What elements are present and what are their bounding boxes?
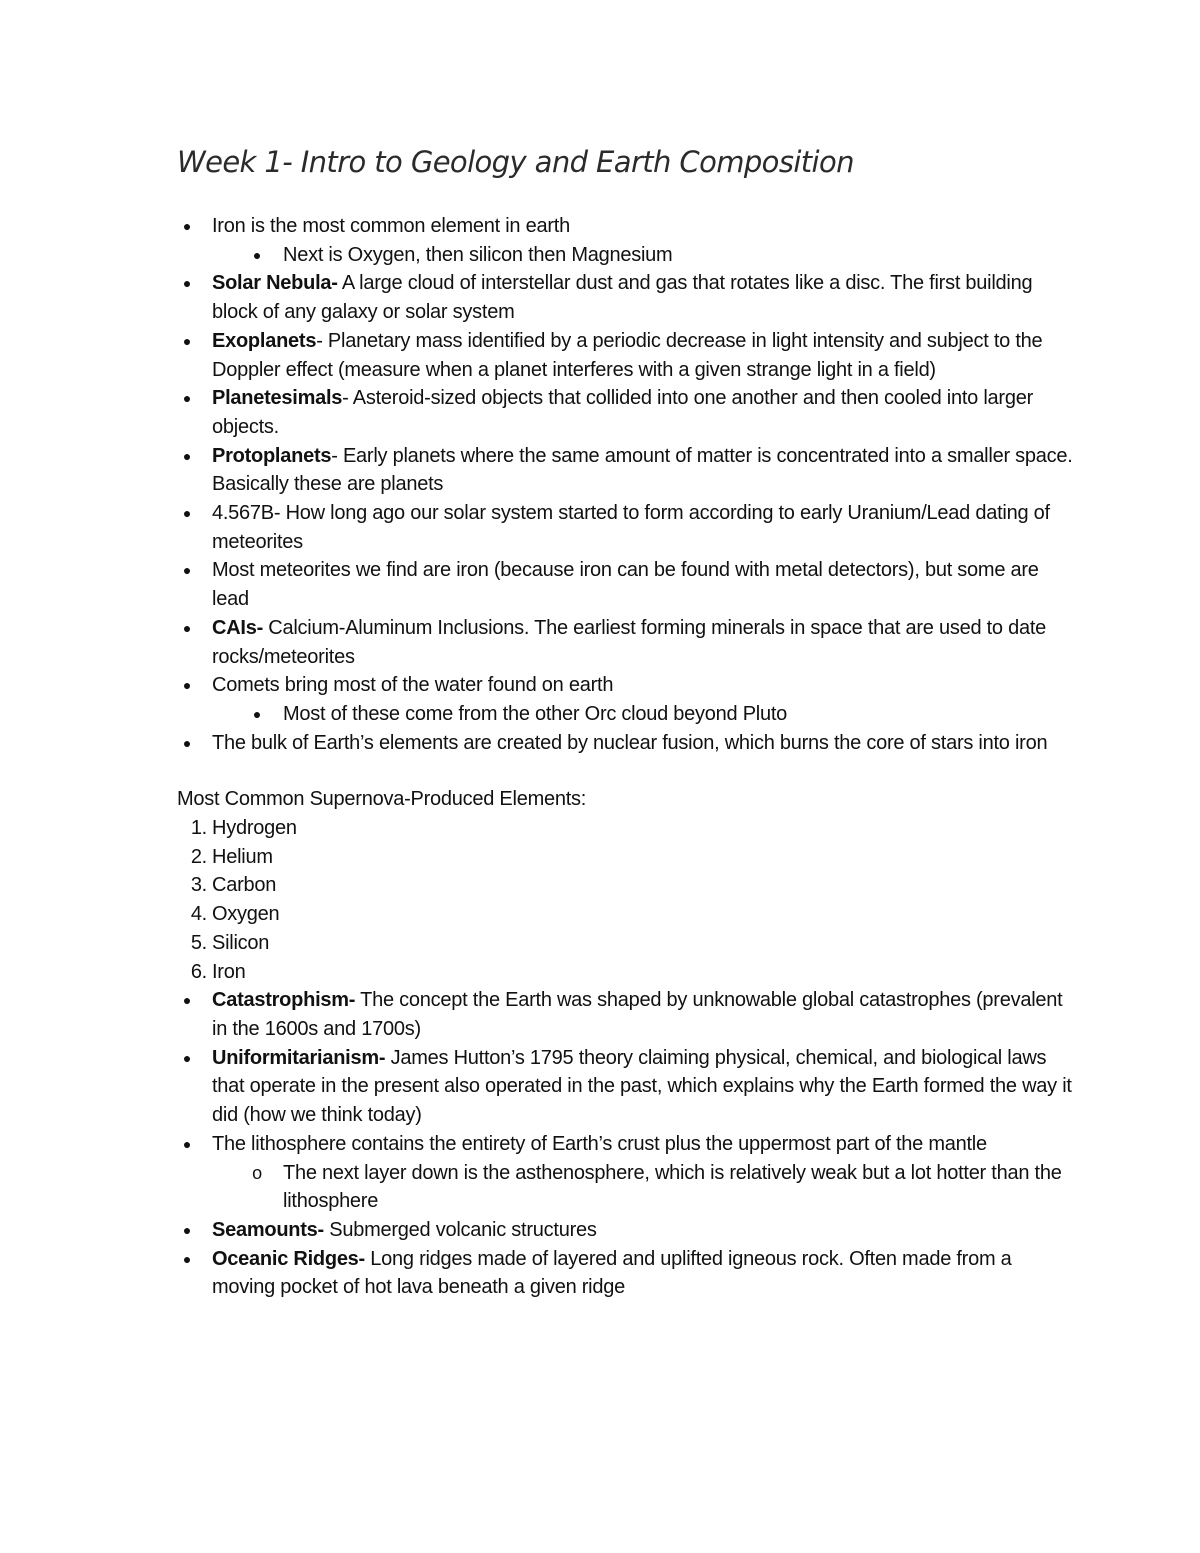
item-text: Most meteorites we find are iron (because iron can be found with metal detectors), but some are lead: [212, 559, 1039, 611]
list-item: [177, 442, 1077, 499]
item-text: The bulk of Earth’s elements are created by nuclear fusion, which burns the core of stars into iron: [212, 731, 1048, 754]
list-item: [177, 843, 1077, 872]
blank-line: [177, 757, 1077, 785]
notes-body: [177, 212, 1077, 1302]
bullet-icon: ●: [182, 390, 192, 407]
item-term: Solar Nebula-: [212, 272, 338, 295]
bullet-icon: ●: [182, 447, 192, 464]
list-item: [177, 212, 1077, 241]
bullet-icon: ●: [182, 1135, 192, 1152]
list-item: [177, 556, 1077, 613]
element-name: Silicon: [212, 931, 270, 954]
bullet-icon: ●: [182, 1221, 192, 1238]
item-text: Comets bring most of the water found on earth: [212, 674, 614, 697]
list-item: [177, 499, 1077, 556]
item-term: Exoplanets: [212, 329, 317, 352]
list-number: 1.: [190, 817, 207, 840]
item-text: Iron is the most common element in earth: [212, 215, 570, 237]
list-item: [177, 1159, 1077, 1216]
bullet-icon: ●: [182, 1049, 192, 1066]
list-item: [177, 929, 1077, 958]
list-item: [177, 900, 1077, 929]
bullet-icon: ●: [182, 992, 192, 1009]
bullet-icon: ●: [182, 1250, 192, 1267]
item-term: Protoplanets: [212, 444, 332, 467]
list-item: [177, 1044, 1077, 1130]
page-title: Week 1- Intro to Geology and Earth Composition: [177, 145, 854, 179]
list-item: [177, 241, 1077, 270]
bullet-icon: ●: [182, 677, 192, 694]
item-term: Catastrophism-: [212, 989, 356, 1012]
item-text: Submerged volcanic structures: [323, 1218, 597, 1241]
item-term: Oceanic Ridges-: [212, 1247, 365, 1270]
bullet-icon: ●: [182, 332, 192, 349]
list-item: [177, 384, 1077, 441]
item-text: The concept the Earth was shaped by unknowable global catastrophes (prevalent in the 1600s and 1700s): [212, 989, 1063, 1040]
element-name: Oxygen: [212, 903, 280, 926]
list-number: 2.: [190, 845, 207, 868]
bullet-icon: ●: [252, 705, 262, 722]
bullet-icon: ●: [182, 275, 192, 292]
item-text: Long ridges made of layered and uplifted igneous rock. Often made from a moving pocket of hot lava beneath a given ridge: [212, 1247, 1012, 1299]
list-item: [177, 614, 1077, 671]
list-item: [177, 269, 1077, 326]
item-text: Calcium-Aluminum Inclusions. The earliest forming minerals in space that are used to date rocks/meteorites: [212, 616, 1047, 668]
bullet-icon: ●: [182, 562, 192, 579]
item-text: Next is Oxygen, then silicon then Magnesium: [283, 243, 673, 266]
element-name: Helium: [212, 845, 273, 868]
hollow-circle-bullet-icon: o: [252, 1162, 262, 1183]
item-term: CAIs-: [212, 616, 263, 639]
item-text: James Hutton’s 1795 theory claiming physical, chemical, and biological laws that operate in the present also operated in the past, which explains why the Earth formed the way it did (how we think today): [212, 1046, 1072, 1127]
list-item: [177, 814, 1077, 843]
bullet-icon: ●: [182, 734, 192, 751]
list-item: [177, 986, 1077, 1043]
item-text: - Asteroid-sized objects that collided into one another and then cooled into larger objects.: [212, 387, 1033, 438]
bullet-icon: ●: [182, 505, 192, 522]
bullet-icon: ●: [252, 246, 262, 263]
item-text: - Planetary mass identified by a periodic decrease in light intensity and subject to the Doppler effect (measure when a planet interferes with a given strange light in a field): [212, 329, 1043, 381]
section-heading: Most Common Supernova-Produced Elements:: [177, 788, 587, 811]
list-number: 4.: [190, 903, 207, 926]
bullet-icon: ●: [182, 619, 192, 636]
item-text: 4.567B- How long ago our solar system started to form according to early Uranium/Lead dating of meteorites: [212, 502, 1050, 553]
item-term: Uniformitarianism-: [212, 1046, 386, 1069]
list-item: [177, 671, 1077, 700]
notes-bullet-list-2: [177, 986, 1077, 1302]
list-number: 6.: [190, 960, 207, 983]
elements-numbered-list: [177, 814, 1077, 986]
element-name: Hydrogen: [212, 817, 297, 840]
item-text: Most of these come from the other Orc cloud beyond Pluto: [283, 702, 788, 725]
item-term: Planetesimals: [212, 387, 343, 410]
list-item: [177, 729, 1077, 758]
element-name: Iron: [212, 960, 246, 983]
list-item: [177, 871, 1077, 900]
list-item: [177, 958, 1077, 987]
item-text: The next layer down is the asthenosphere, which is relatively weak but a lot hotter than the lithosphere: [283, 1161, 1062, 1213]
list-item: [177, 700, 1077, 729]
list-item: [177, 327, 1077, 384]
list-item: [177, 1245, 1077, 1302]
list-number: 5.: [190, 931, 207, 954]
notes-bullet-list: [177, 212, 1077, 757]
item-text: The lithosphere contains the entirety of Earth’s crust plus the uppermost part of the mantle: [212, 1132, 987, 1155]
item-text: A large cloud of interstellar dust and gas that rotates like a disc. The first building block of any galaxy or solar system: [212, 272, 1033, 324]
list-number: 3.: [190, 874, 207, 897]
element-name: Carbon: [212, 874, 277, 897]
item-text: - Early planets where the same amount of matter is concentrated into a smaller space. Basically these are planets: [212, 444, 1073, 496]
list-item: [177, 1216, 1077, 1245]
list-item: [177, 1130, 1077, 1159]
item-term: Seamounts-: [212, 1218, 324, 1241]
bullet-icon: ●: [182, 218, 192, 234]
